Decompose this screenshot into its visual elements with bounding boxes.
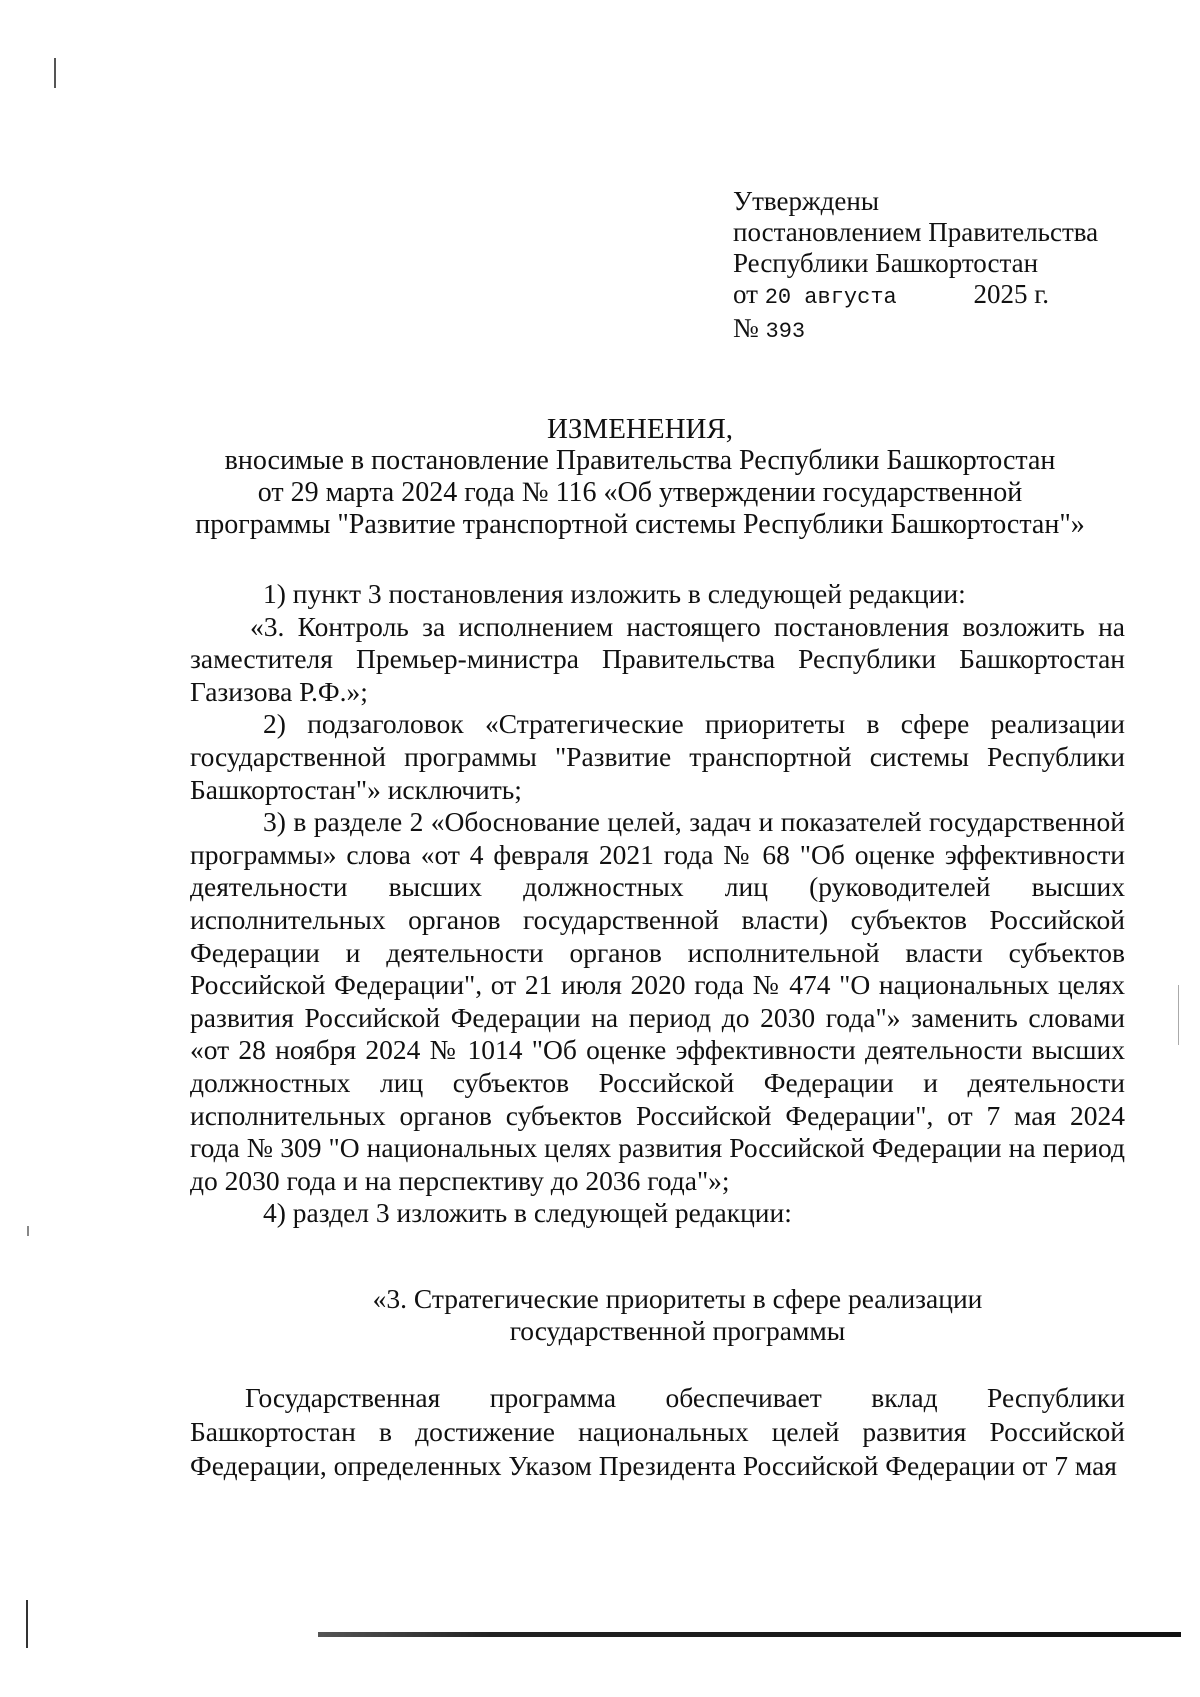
- bottom-rule: [318, 1632, 1181, 1637]
- paragraph-item-1-text: «3. Контроль за исполнением настоящего постановления возложить на заместителя Премьер-министра Правительства Республики Башкортостан Газизова Р.Ф.»;: [190, 610, 1125, 707]
- paragraph-item-1: 1) пункт 3 постановления изложить в следующей редакции:: [263, 578, 966, 609]
- approval-number-value: 393: [765, 319, 806, 344]
- heading-line-1: вносимые в постановление Правительства Республики Башкортостан: [224, 445, 1056, 476]
- scan-edge-mark-mid: [27, 1226, 29, 1236]
- scan-edge-mark-top: [54, 58, 56, 88]
- section-3-paragraph: Государственная программа обеспечивает вклад Республики Башкортостан в достижение национальных целей развития Российской Федерации, определенных Указом Президента Российской Федерации от 7 мая: [190, 1382, 1125, 1481]
- approval-line-3: Республики Башкортостан: [733, 248, 1039, 278]
- section-title-line-2: государственной программы: [509, 1315, 846, 1346]
- document-heading: [160, 413, 1120, 541]
- approval-stamp: [733, 186, 1153, 347]
- approval-date: [733, 279, 1153, 313]
- approval-line-1: Утверждены: [733, 186, 879, 216]
- document-body: [190, 578, 1125, 1230]
- heading-line-2: от 29 марта 2024 года № 116 «Об утверждении государственной: [257, 477, 1023, 508]
- approval-date-prefix: от: [733, 279, 758, 309]
- approval-number: [733, 313, 1153, 347]
- paragraph-item-2: 2) подзаголовок «Стратегические приоритеты в сфере реализации государственной программы "Развитие транспортной системы Республики Башкортостан"» исключить;: [190, 708, 1125, 805]
- paragraph-item-4: 4) раздел 3 изложить в следующей редакции:: [263, 1197, 792, 1229]
- approval-date-year: 2025 г.: [973, 279, 1050, 309]
- approval-line-2: постановлением Правительства: [733, 217, 1099, 247]
- approval-number-prefix: №: [733, 313, 759, 343]
- document-title: ИЗМЕНЕНИЯ,: [546, 413, 734, 445]
- section-3-title: [190, 1283, 1125, 1347]
- paragraph-item-3: 3) в разделе 2 «Обоснование целей, задач и показателей государственной программы» слова «от 4 февраля 2021 года № 68 "Об оценке эффективности деятельности высших должностных лиц (руководителей высших исполнительных органов государственной власти) субъектов Российской Федерации и деятельности органов исполнительной власти субъектов Российской Федерации", от 21 июля 2020 года № 474 "О национальных целях развития Российской Федерации на период до 2030 года"» заменить словами «от 28 ноября 2024 № 1014 "Об оценке эффективности деятельности высших должностных лиц субъектов Российской Федерации и деятельности исполнительных органов субъектов Российской Федерации", от 7 мая 2024 года № 309 "О национальных целях развития Российской Федерации на период до 2030 года и на перспективу до 2036 года"»;: [190, 806, 1125, 1196]
- approval-date-day-month: 20 августа: [764, 285, 897, 310]
- section-3-body: [190, 1381, 1125, 1483]
- heading-line-3: программы "Развитие транспортной системы Республики Башкортостан"»: [195, 509, 1085, 540]
- section-title-line-1: «3. Стратегические приоритеты в сфере реализации: [372, 1283, 983, 1314]
- scan-edge-mark-bottom: [26, 1600, 28, 1648]
- scan-edge-mark-right: [1178, 985, 1179, 1045]
